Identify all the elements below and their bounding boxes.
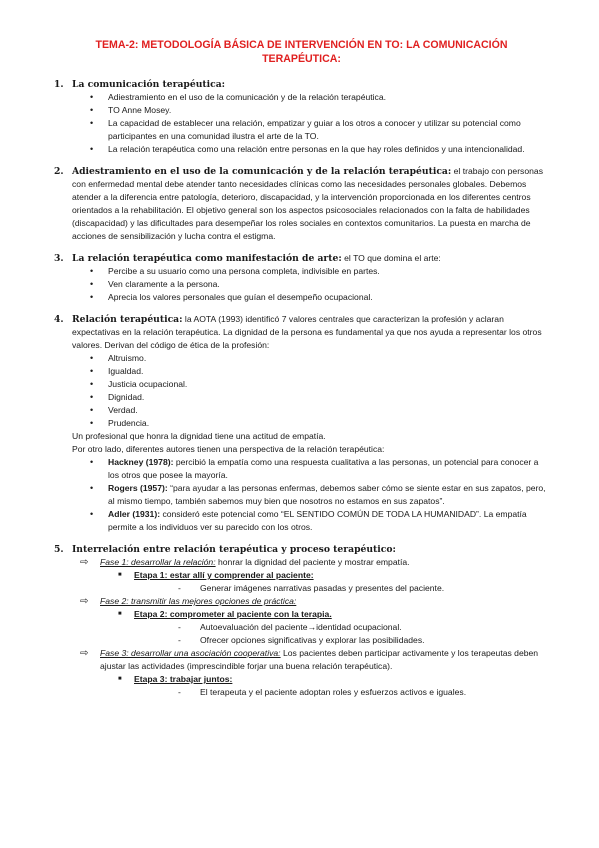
stage-label: Etapa 3: trabajar juntos: [134,674,233,684]
dash-bullet: - [178,622,181,632]
author-text: percibió la empatía como una respuesta cualitativa a las personas, un potencial para conocer a los otros que posee la mayoría. [108,457,539,480]
section-text: el TO que domina el arte: [341,253,441,263]
section-4 [54,313,549,534]
dash-item [54,621,549,634]
dash-text: Ofrecer opciones significativas y explorar las posibilidades. [200,635,425,645]
dash-text: El terapeuta y el paciente adoptan roles y esfuerzos activos e iguales. [200,687,467,697]
dash-bullet: - [178,687,181,697]
phase-label: Fase 1: desarrollar la relación: [100,557,216,567]
phase-label: Fase 3: desarrollar una asociación cooperativa: [100,648,281,658]
author-text: consideró este potencial como “EL SENTIDO COMÚN DE TODA LA HUMANIDAD”. La empatía permite a los individuos ver su parecido con los otros. [108,509,527,532]
bullet-list [54,265,549,304]
stage-label: Etapa 1: estar allí y comprender al paciente: [134,570,314,580]
phase-text: Los pacientes deben participar activamente y los terapeutas deben ajustar las actividades (imprescindible forjar una buena relación terapéutica). [100,648,539,671]
section-heading: La relación terapéutica como manifestación de arte: [72,253,342,264]
list-item: • Justicia ocupacional. [90,378,549,391]
section-2 [54,165,549,243]
dash-text: Autoevaluación del paciente→identidad ocupacional. [200,622,402,632]
author-name: Hackney (1978): [108,457,174,467]
dash-item [54,686,549,699]
section-number: 5. [54,544,64,555]
list-item: • La capacidad de establecer una relación, empatizar y guiar a los otros a conocer y utilizar su potencial como participantes en una comunidad ilustra el arte de la TO. [90,117,549,143]
list-item: • Aprecia los valores personales que guían el desempeño ocupacional. [90,291,549,304]
arrow-icon: ⇨ [80,648,89,659]
stage-label: Etapa 2: comprometer al paciente con la terapia. [134,609,332,619]
section-1-header [54,78,549,91]
phase-2 [54,595,549,608]
section-5-header [54,543,549,556]
section-number: 4. [54,314,64,325]
dash-item [54,634,549,647]
section-4-header [54,313,549,352]
section-number: 2. [54,166,64,177]
authors-list [54,456,549,534]
list-item: • Verdad. [90,404,549,417]
dash-bullet: - [178,635,181,645]
square-bullet-icon: ■ [118,611,122,617]
list-item [90,482,549,508]
phase-text: honrar la dignidad del paciente y mostrar empatía. [215,557,410,567]
section-1 [54,78,549,156]
section-3-header [54,252,549,265]
square-bullet-icon: ■ [118,572,122,578]
document-title: TEMA-2: METODOLOGÍA BÁSICA DE INTERVENCIÓN EN TO: LA COMUNICACIÓN TERAPÉUTICA: [95,39,508,65]
phase-1 [54,556,549,569]
list-item: • Prudencia. [90,417,549,430]
bullet-list [54,91,549,156]
section-heading: Relación terapéutica: [72,314,183,325]
list-item: • La relación terapéutica como una relación entre personas en la que hay roles definidos y una intencionalidad. [90,143,549,156]
list-item: • Altruismo. [90,352,549,365]
stage-3 [54,673,549,686]
list-item: • Igualdad. [90,365,549,378]
list-item: • Ven claramente a la persona. [90,278,549,291]
list-item [90,508,549,534]
paragraph: Por otro lado, diferentes autores tienen una perspectiva de la relación terapéutica: [72,444,385,454]
list-item: • Percibe a su usuario como una persona completa, indivisible en partes. [90,265,549,278]
section-3 [54,252,549,304]
list-item: • Adiestramiento en el uso de la comunicación y de la relación terapéutica. [90,91,549,104]
arrow-icon: ⇨ [80,596,89,607]
phase-3 [54,647,549,673]
dash-text: Generar imágenes narrativas pasadas y presentes del paciente. [200,583,445,593]
list-item: • TO Anne Mosey. [90,104,549,117]
dash-item [54,582,549,595]
dash-bullet: - [178,583,181,593]
phase-label: Fase 2: transmitir las mejores opciones de práctica: [100,596,297,606]
author-name: Rogers (1957): [108,483,168,493]
list-item [90,456,549,482]
arrow-icon: ⇨ [80,557,89,568]
author-name: Adler (1931): [108,509,161,519]
paragraph: Un profesional que honra la dignidad tiene una actitud de empatía. [72,431,326,441]
section-heading: La comunicación terapéutica: [72,79,226,90]
stage-1 [54,569,549,582]
section-heading: Adiestramiento en el uso de la comunicación y de la relación terapéutica: [72,166,452,177]
section-heading: Interrelación entre relación terapéutica y proceso terapéutico: [72,544,396,555]
section-5 [54,543,549,699]
square-bullet-icon: ■ [118,676,122,682]
stage-2 [54,608,549,621]
section-text: la AOTA (1993) identificó 7 valores centrales que caracterizan la profesión y aclaran expectativas en la relación terapéutica. La dignidad de la persona es fundamental ya que nos ayuda a representar los otros valores. Derivan del código de ética de la profesión: [72,314,542,350]
section-text: el trabajo con personas con enfermedad mental debe atender tanto necesidades clínicas como las necesidades personales globales. Debemos atender a la diferencia entre patología, deterioro, discapacidad, y la intervención proporcionada en los diferentes centros orientados a la rehabilitación. El objetivo general son los aspectos psicosociales relacionados con la falta de habilidades (discapacidad) y las dificultades para desempeñar los roles sociales en contextos comunitarios. La puesta en marcha de acciones de sensibilización y lucha contra el estigma. [72,166,543,241]
values-list [54,352,549,430]
section-number: 3. [54,253,64,264]
author-text: “para ayudar a las personas enfermas, debemos saber cómo se siente estar en sus zapatos, pero, al mismo tiempo, también sabemos muy bien que nosotros no estamos en sus zapatos”. [108,483,546,506]
section-2-header [54,165,549,243]
section-number: 1. [54,79,64,90]
list-item: • Dignidad. [90,391,549,404]
